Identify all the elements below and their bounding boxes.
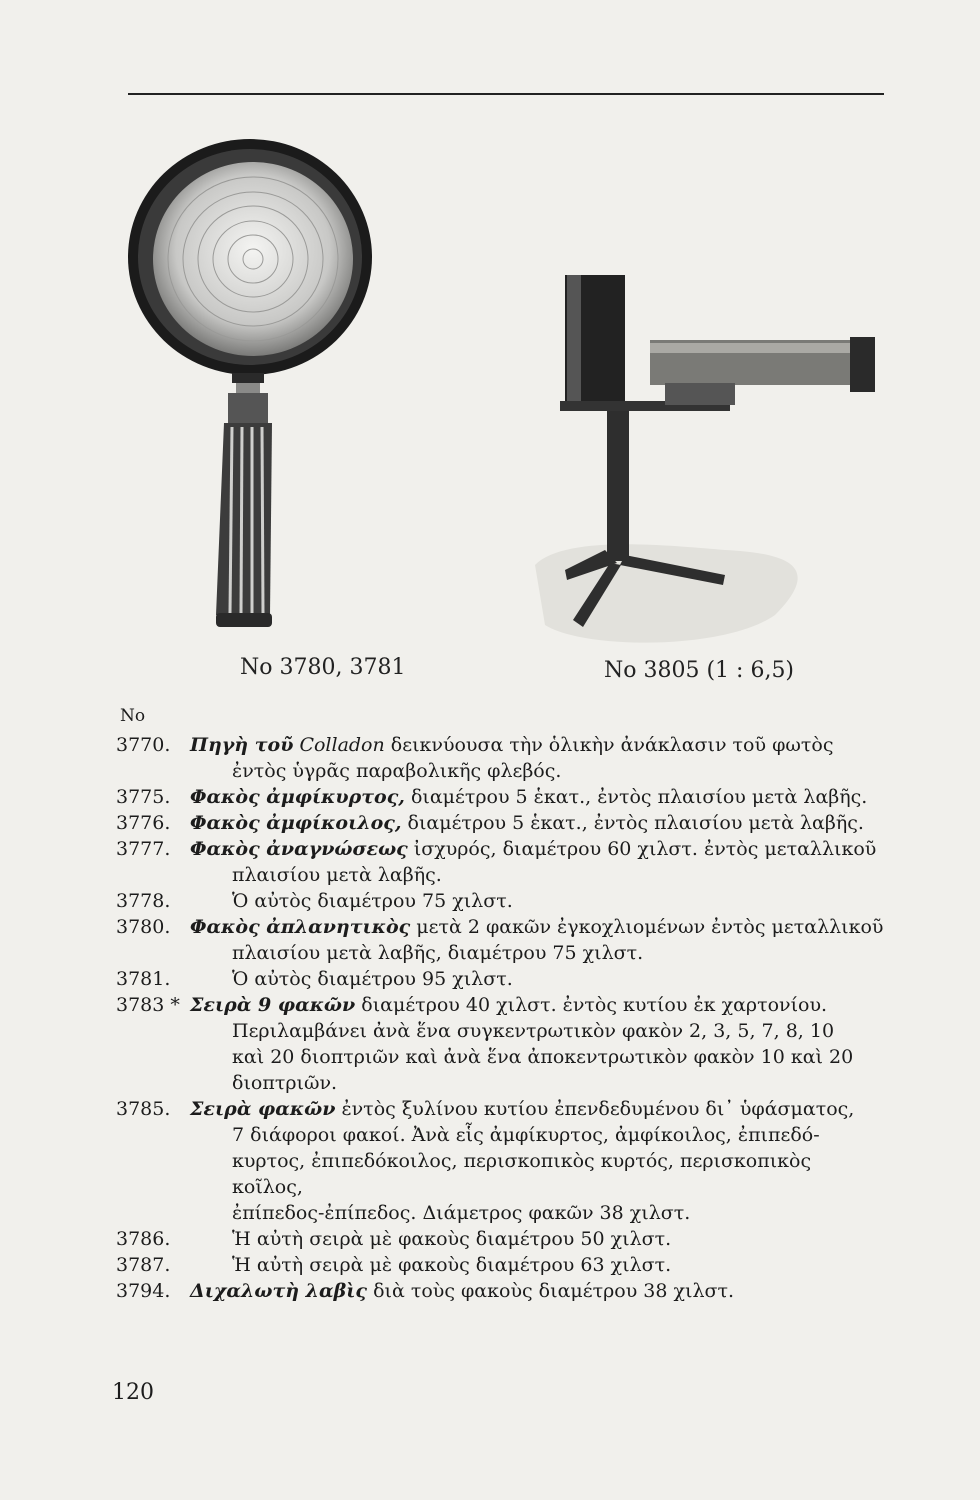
entry-number: 3781. [116, 968, 171, 990]
list-item [116, 1226, 886, 1252]
entry-number: 3794. [116, 1280, 171, 1302]
entry-number: 3777. [116, 838, 171, 860]
header-rule [128, 93, 884, 95]
list-item [116, 914, 886, 966]
entry-text: διαμέτρου 40 χιλστ. ἐντὸς κυτίου ἐκ χαρτονίου. [361, 994, 828, 1016]
entry-text: Ἡ αὐτὴ σειρὰ μὲ φακοὺς διαμέτρου 63 χιλστ. [232, 1254, 672, 1276]
entry-continuation: κυρτος, ἐπιπεδόκοιλος, περισκοπικὸς κυρτός, περισκοπικὸς κοῖλος, [232, 1150, 812, 1198]
magnifying-glass-figure [120, 135, 380, 635]
colladon-apparatus-figure [525, 265, 885, 660]
entry-number: 3775. [116, 786, 171, 808]
entry-number: 3783 * [116, 994, 180, 1016]
entry-number: 3776. [116, 812, 171, 834]
entry-text: ἐντὸς ξυλίνου κυτίου ἐπενδεδυμένου δι᾽ ὑφάσματος, [341, 1098, 855, 1120]
list-item [116, 1096, 886, 1226]
number-column-label: No [120, 706, 146, 726]
entry-number: 3770. [116, 734, 171, 756]
entry-number: 3785. [116, 1098, 171, 1120]
entry-title: Σειρὰ φακῶν [190, 1098, 336, 1120]
entry-text: Ὁ αὐτὸς διαμέτρου 75 χιλστ. [232, 890, 513, 912]
list-item [116, 992, 886, 1096]
page-number: 120 [112, 1380, 154, 1405]
entry-continuation: ἐντὸς ὑγρᾶς παραβολικῆς φλεβός. [232, 760, 562, 782]
entry-text: διὰ τοὺς φακοὺς διαμέτρου 38 χιλστ. [373, 1280, 735, 1302]
entry-title: Φακὸς ἀμφίκυρτος, [190, 786, 405, 808]
entry-title: Φακὸς ἀμφίκοιλος, [190, 812, 402, 834]
entry-continuation: ἐπίπεδος-ἐπίπεδος. Διάμετρος φακῶν 38 χιλστ. [232, 1202, 691, 1224]
entry-continuation: πλαισίου μετὰ λαβῆς. [232, 864, 442, 886]
entry-continuation: Περιλαμβάνει ἀνὰ ἕνα συγκεντρωτικὸν φακὸν 2, 3, 5, 7, 8, 10 [232, 1020, 835, 1042]
entry-continuation: πλαισίου μετὰ λαβῆς, διαμέτρου 75 χιλστ. [232, 942, 644, 964]
list-item [116, 1252, 886, 1278]
entry-number: 3778. [116, 890, 171, 912]
entry-number: 3780. [116, 916, 171, 938]
entry-text: ἰσχυρός, διαμέτρου 60 χιλστ. ἐντὸς μεταλλικοῦ [413, 838, 877, 860]
list-item [116, 966, 886, 992]
figure-caption-apparatus: No 3805 (1 : 6,5) [604, 658, 795, 683]
entry-title: Διχαλωτὴ λαβὶς [190, 1280, 368, 1302]
list-item [116, 810, 886, 836]
entry-number: 3787. [116, 1254, 171, 1276]
entry-title-extra: Colladon [299, 734, 385, 756]
catalog-entries [116, 732, 886, 1304]
entry-text: Ἡ αὐτὴ σειρὰ μὲ φακοὺς διαμέτρου 50 χιλστ. [232, 1228, 672, 1250]
entry-text: μετὰ 2 φακῶν ἐγκοχλιομένων ἐντὸς μεταλλικοῦ [416, 916, 884, 938]
entry-continuation: διοπτριῶν. [232, 1072, 338, 1094]
entry-continuation: 7 διάφοροι φακοί. Ἀνὰ εἷς ἀμφίκυρτος, ἀμφίκοιλος, ἐπιπεδό- [232, 1124, 820, 1146]
entry-title: Πηγὴ τοῦ [190, 734, 294, 756]
list-item [116, 888, 886, 914]
entry-title: Σειρὰ 9 φακῶν [190, 994, 356, 1016]
figure-caption-magnifier: No 3780, 3781 [240, 655, 406, 680]
list-item [116, 836, 886, 888]
list-item [116, 732, 886, 784]
entry-title: Φακὸς ἀναγνώσεως [190, 838, 408, 860]
entry-text: Ὁ αὐτὸς διαμέτρου 95 χιλστ. [232, 968, 513, 990]
list-item [116, 1278, 886, 1304]
entry-continuation: καὶ 20 διοπτριῶν καὶ ἀνὰ ἕνα ἀποκεντρωτικὸν φακὸν 10 καὶ 20 [232, 1046, 854, 1068]
entry-text: δεικνύουσα τὴν ὁλικὴν ἀνάκλασιν τοῦ φωτὸς [390, 734, 834, 756]
list-item [116, 784, 886, 810]
entry-text: διαμέτρου 5 ἑκατ., ἐντὸς πλαισίου μετὰ λαβῆς. [410, 786, 868, 808]
entry-title: Φακὸς ἀπλανητικὸς [190, 916, 411, 938]
entry-number: 3786. [116, 1228, 171, 1250]
entry-text: διαμέτρου 5 ἑκατ., ἐντὸς πλαισίου μετὰ λαβῆς. [407, 812, 864, 834]
